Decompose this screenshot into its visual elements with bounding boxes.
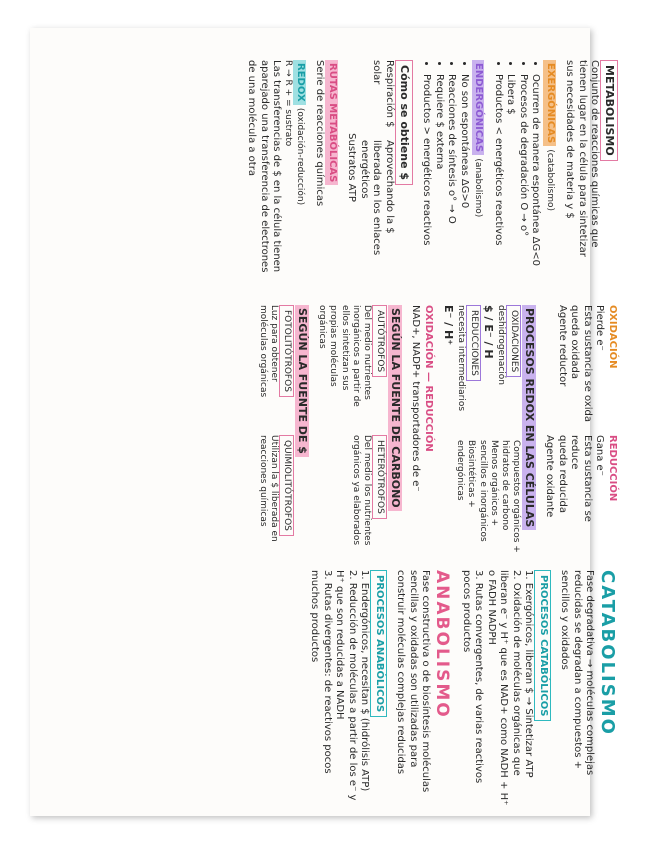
- exergonicas-item: • Libera $: [504, 74, 517, 275]
- exergonicas-item: • Productos < energéticos reactivos: [491, 74, 504, 275]
- endergonicas-sub: (anabolismo): [473, 158, 484, 218]
- rotated-notes: [70, 60, 618, 812]
- cat-item: 3. Rutas convergentes, de varias reactivos pocos productos: [461, 570, 485, 784]
- metabolismo-title: METABOLISMO: [600, 60, 618, 161]
- endergonicas-item: • No son espontáneas ΔG>0: [457, 74, 470, 275]
- endergonicas-item: • Reacciones de síntesis o° → O: [445, 74, 458, 275]
- redox-text: Las transferencias de $ en la célula tienen aparejado una transferencia de electrones de una molécula a otra: [246, 60, 283, 273]
- oxidacion-title: OXIDACIÓN: [607, 305, 618, 369]
- oxidaciones-label: OXIDACIONES: [506, 305, 521, 377]
- quimio-text: Utilizan la $ liberada en reacciones químicas: [258, 435, 280, 542]
- right-lower: Menos orgánicos + sencillos e inorgánicos: [477, 440, 499, 542]
- biosinteticas: Biosintéticas + endergónicas: [455, 440, 477, 508]
- metabolismo-text: Conjunto de reacciones químicas que tienen lugar en la célula para sintetizar sus necesidades de materia y $: [564, 60, 601, 257]
- rutas-text: Serie de reacciones químicas: [314, 60, 326, 207]
- autotrofos-label: AUTÓTROFOS: [372, 305, 387, 377]
- endergonicas-item: • Productos > energéticos reactivos: [420, 74, 433, 275]
- rutas-title: RUTAS METABÓLICAS: [326, 60, 339, 185]
- redox-diagram: R → R + = sustrato: [283, 60, 294, 147]
- ox-item: Esta sustancia se oxida: [582, 305, 593, 423]
- exergonicas-title: EXERGÓNICAS: [543, 60, 556, 146]
- fuente-energia-title: SEGÚN LA FUENTE DE $: [295, 305, 309, 457]
- como-left: Respiración $ solar: [371, 60, 395, 128]
- catabolismo-text: Fase degradativa → moléculas complejas reducidas se degradan a compuestos + sencillos y oxidados: [559, 570, 596, 776]
- transport-title: OXIDACIÓN — REDUCCIÓN: [423, 305, 434, 452]
- reducciones-sub: necesita intermediarios: [456, 305, 466, 412]
- exergonicas-sub: (catabolismo): [544, 149, 555, 212]
- anab-item: 3. Rutas divergentes: de reactivos pocos muchos productos: [309, 570, 333, 774]
- oxidaciones-sub: deshidrogenación: [496, 305, 507, 385]
- oxidaciones-formula: $ / E⁻ / H: [482, 305, 495, 359]
- right-upper: Compuestos orgánicos + hidratos de carbono: [500, 440, 522, 553]
- como-right: Aprovechando la $ liberada en los enlaces energéticos: [359, 140, 395, 256]
- quimiolitotrofos-label: QUIMIOLITÓTROFOS: [279, 435, 294, 536]
- como-bottom: Sustratos ATP: [346, 133, 358, 202]
- procesos-anabolicos-title: PROCESOS ANABÓLICOS: [370, 570, 387, 717]
- procesos-redox-title: PROCESOS REDOX EN LAS CÉLULAS: [522, 305, 536, 530]
- autotrofos-text: Del medio nutrientes inorgánicos a partir de ellos sintetizan sus propias moléculas orgánicas: [317, 305, 373, 407]
- red-item: Gana e⁻: [594, 435, 606, 476]
- redox-title: REDOX: [294, 60, 307, 105]
- cat-item: 2. Oxidación de moléculas orgánicas que liberan e⁻ y H⁺ que es NAD+ como NADH + H⁺ o FADH NADPH: [486, 570, 522, 806]
- foto-text: Luz para obtener moléculas orgánicas: [258, 305, 280, 398]
- red-item: queda reducida: [557, 435, 568, 513]
- column-metabolismo: [238, 60, 618, 275]
- como-title: Cómo se obtiene $: [395, 60, 413, 185]
- anabolismo-text: Fase constructiva o de biosíntesis moléculas sencillas y oxidadas son utilizadas para construir moléculas complejas reducidas: [395, 570, 432, 793]
- ox-item: Agente reductor: [557, 305, 568, 387]
- procesos-catabolicos-title: PROCESOS CATABÓLICOS: [535, 570, 552, 721]
- anab-item: 1. Endergónicos, necesitan $ (hidrólisis ATP): [359, 570, 371, 792]
- fuente-carbono-title: SEGÚN LA FUENTE DE CARBONO: [388, 305, 402, 511]
- reducciones-label: REDUCCIONES: [466, 305, 481, 381]
- exergonicas-item: • Ocurren de manera espontánea ΔG<0: [529, 74, 542, 275]
- ox-item: queda oxidada: [569, 305, 581, 379]
- reduccion-title: REDUCCIÓN: [607, 435, 618, 502]
- column-redox: [250, 305, 618, 560]
- anab-item: 2. Reducción de moléculas a partir de los e⁻ y H⁺ que son reducidas a NADH: [334, 570, 358, 801]
- exergonicas-item: • Procesos de degradación O → o°: [516, 74, 529, 275]
- ox-item: Pierde e⁻: [594, 305, 606, 351]
- anabolismo-title: ANABOLISMO: [432, 570, 453, 719]
- column-catabolismo-anabolismo: [301, 570, 618, 812]
- endergonicas-item: • Requiere $ externa: [432, 74, 445, 275]
- cat-item: 1. Exergónicos, liberan $ → Sintetizar ATP: [523, 570, 535, 778]
- catabolismo-title: CATABOLISMO: [597, 570, 618, 736]
- endergonicas-title: ENDERGÓNICAS: [472, 60, 485, 155]
- transport-text: NAD+, NADP+ transportadores de e⁻: [410, 305, 422, 492]
- redox-sub: (oxidación-reducción): [295, 107, 305, 206]
- fotolitotrofos-label: FOTOLITÓTROFOS: [279, 305, 294, 397]
- red-item: Agente oxidante: [544, 435, 556, 518]
- red-item: Esta sustancia se reduce: [569, 435, 593, 522]
- heterotrofos-text: Del medio los nutrientes orgánicos ya elaborados: [351, 435, 373, 546]
- paper-sheet: [30, 28, 618, 816]
- reducciones-formula: E⁻ / H⁺: [441, 305, 455, 346]
- heterotrofos-label: HETERÓTROFOS: [372, 435, 387, 519]
